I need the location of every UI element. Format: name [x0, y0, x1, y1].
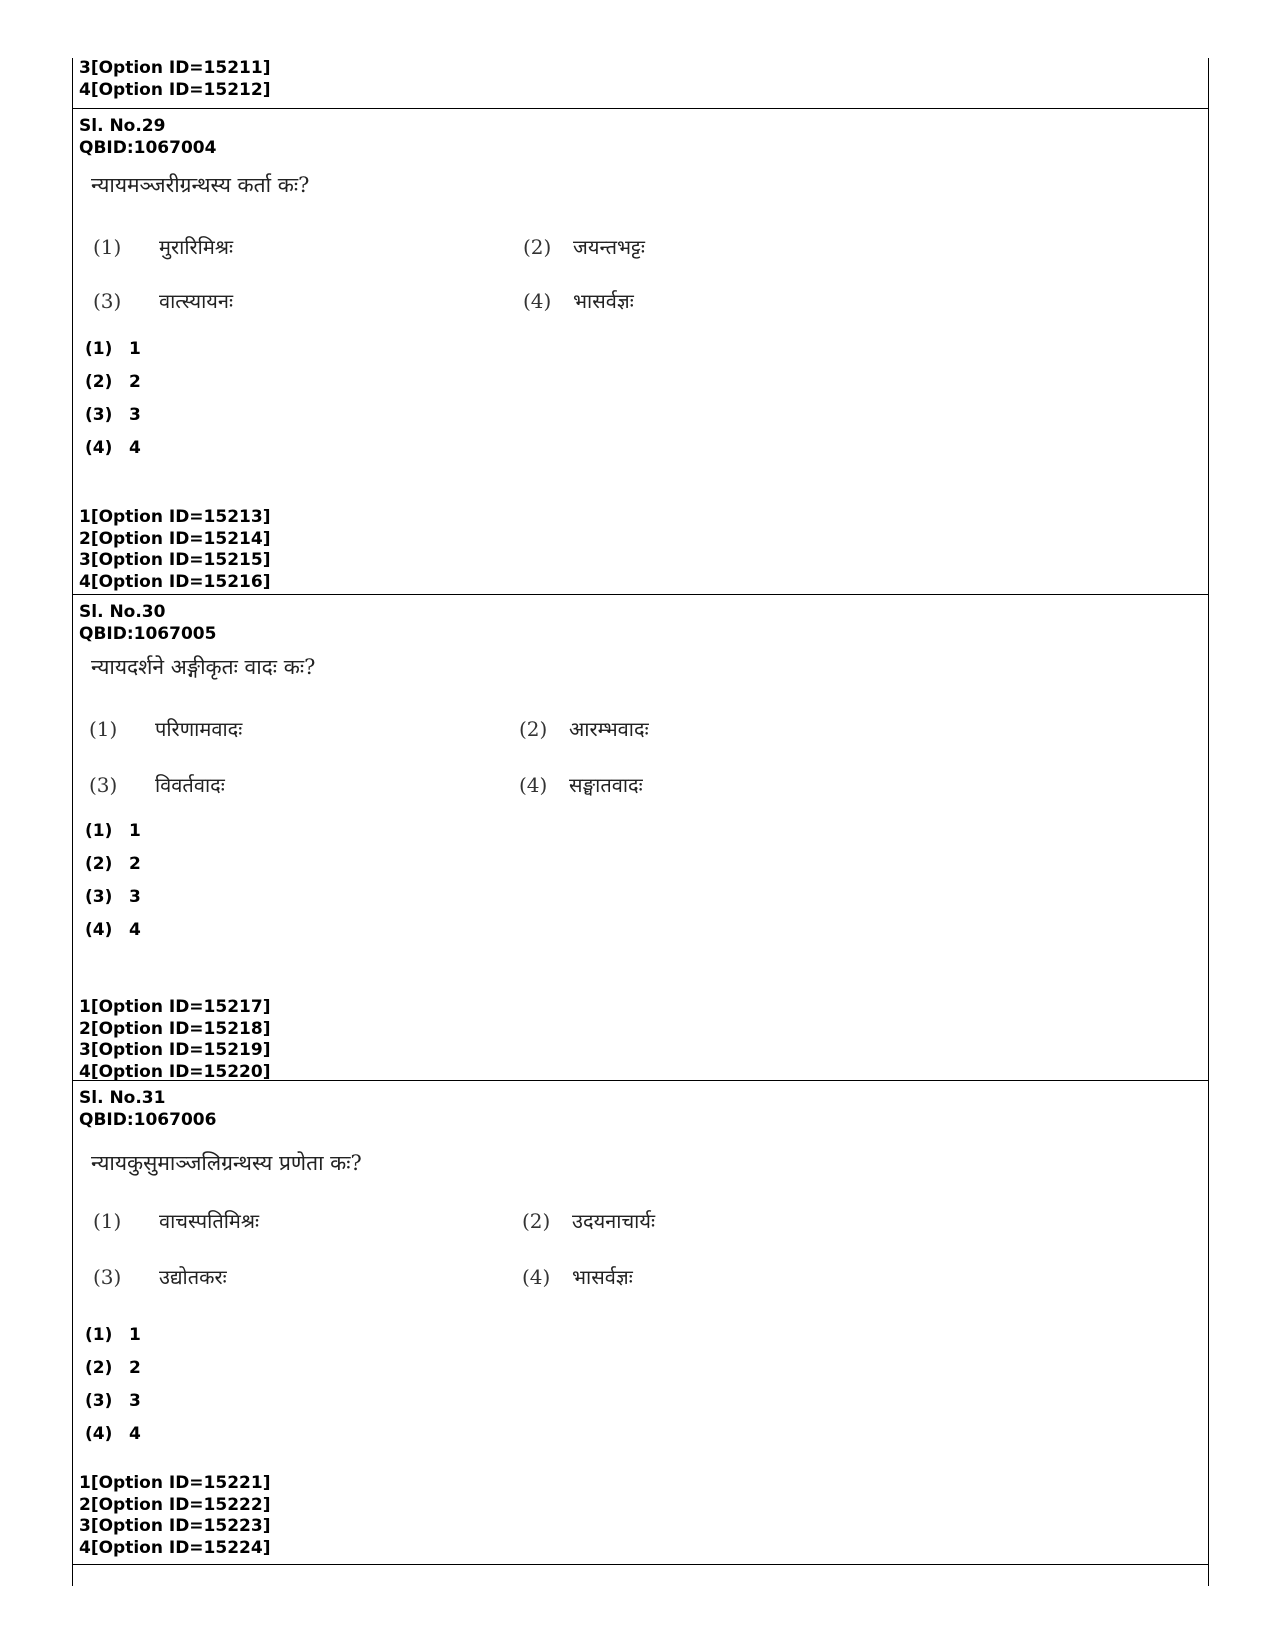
option-2	[519, 715, 649, 742]
option-text: परिणामवादः	[155, 717, 243, 741]
option-id-list	[79, 1473, 270, 1559]
option-id: 2[Option ID=15214]	[79, 528, 271, 549]
option-id-list	[79, 58, 270, 101]
option-3	[89, 771, 225, 798]
answer-choice[interactable]: (4) 4	[85, 438, 141, 458]
carry-over-block	[73, 58, 1208, 108]
option-number: (2)	[523, 235, 552, 259]
option-number: (1)	[93, 235, 122, 259]
answer-choices	[85, 1319, 141, 1451]
option-id: 4[Option ID=15216]	[79, 571, 271, 592]
option-id: 4[Option ID=15212]	[79, 79, 271, 100]
option-3	[93, 287, 233, 314]
answer-choice[interactable]: (4) 4	[85, 1424, 141, 1444]
option-id-list	[79, 507, 270, 593]
option-text: उदयनाचार्यः	[572, 1209, 655, 1233]
option-text: उद्योतकरः	[159, 1265, 227, 1289]
option-id: 3[Option ID=15211]	[79, 58, 271, 78]
option-4	[519, 771, 643, 798]
question-header	[79, 116, 216, 159]
option-3	[93, 1263, 227, 1290]
option-text: भासर्वज्ञः	[573, 289, 634, 313]
option-1	[93, 1207, 259, 1234]
option-number: (2)	[519, 717, 548, 741]
serial-number: Sl. No.29	[79, 116, 166, 136]
question-sheet	[72, 58, 1209, 1586]
option-text: जयन्तभट्टः	[573, 235, 645, 259]
serial-number: Sl. No.31	[79, 1088, 166, 1108]
question-text: न्यायदर्शने अङ्गीकृतः वादः कः?	[91, 655, 316, 679]
option-text: विवर्तवादः	[155, 773, 225, 797]
answer-choice[interactable]: (1) 1	[85, 339, 141, 359]
option-text: आरम्भवादः	[569, 717, 649, 741]
answer-choice[interactable]: (2) 2	[85, 854, 141, 874]
option-4	[522, 1263, 633, 1290]
option-number: (3)	[89, 773, 118, 797]
option-id: 4[Option ID=15220]	[79, 1061, 271, 1082]
option-number: (3)	[93, 1265, 122, 1289]
qbid: QBID:1067004	[79, 137, 217, 158]
option-id: 3[Option ID=15223]	[79, 1516, 271, 1536]
option-id: 3[Option ID=15219]	[79, 1040, 271, 1060]
qbid: QBID:1067006	[79, 1109, 217, 1130]
answer-choice[interactable]: (1) 1	[85, 821, 141, 841]
answer-choice[interactable]: (3) 3	[85, 405, 141, 425]
option-id: 4[Option ID=15224]	[79, 1537, 271, 1558]
option-number: (4)	[523, 289, 552, 313]
option-2	[522, 1207, 655, 1234]
option-text: सङ्घातवादः	[569, 773, 643, 797]
option-id: 2[Option ID=15222]	[79, 1494, 271, 1515]
option-id: 3[Option ID=15215]	[79, 550, 271, 570]
option-2	[523, 233, 645, 260]
option-id: 1[Option ID=15221]	[79, 1473, 271, 1493]
answer-choices	[85, 815, 141, 947]
answer-choice[interactable]: (2) 2	[85, 1358, 141, 1378]
option-id: 1[Option ID=15217]	[79, 997, 271, 1017]
answer-choice[interactable]: (3) 3	[85, 887, 141, 907]
option-1	[89, 715, 242, 742]
answer-choice[interactable]: (3) 3	[85, 1391, 141, 1411]
serial-number: Sl. No.30	[79, 602, 166, 622]
option-1	[93, 233, 233, 260]
option-number: (1)	[89, 717, 118, 741]
question-block-29	[73, 108, 1208, 595]
option-number: (4)	[522, 1265, 551, 1289]
option-number: (1)	[93, 1209, 122, 1233]
option-text: भासर्वज्ञः	[572, 1265, 633, 1289]
option-text: वात्स्यायनः	[159, 289, 233, 313]
answer-choice[interactable]: (4) 4	[85, 920, 141, 940]
qbid: QBID:1067005	[79, 623, 217, 644]
option-number: (4)	[519, 773, 548, 797]
answer-choice[interactable]: (1) 1	[85, 1325, 141, 1345]
question-text: न्यायकुसुमाञ्जलिग्रन्थस्य प्रणेता कः?	[91, 1151, 362, 1175]
option-id-list	[79, 997, 270, 1083]
question-block-30	[73, 594, 1208, 1081]
option-number: (3)	[93, 289, 122, 313]
option-id: 2[Option ID=15218]	[79, 1018, 271, 1039]
option-text: वाचस्पतिमिश्रः	[159, 1209, 260, 1233]
question-header	[79, 602, 216, 645]
option-4	[523, 287, 634, 314]
question-block-31	[73, 1080, 1208, 1565]
question-header	[79, 1088, 216, 1131]
answer-choices	[85, 333, 141, 465]
option-number: (2)	[522, 1209, 551, 1233]
answer-choice[interactable]: (2) 2	[85, 372, 141, 392]
question-text: न्यायमञ्जरीग्रन्थस्य कर्ता कः?	[91, 173, 310, 197]
option-id: 1[Option ID=15213]	[79, 507, 271, 527]
option-text: मुरारिमिश्रः	[159, 235, 234, 259]
